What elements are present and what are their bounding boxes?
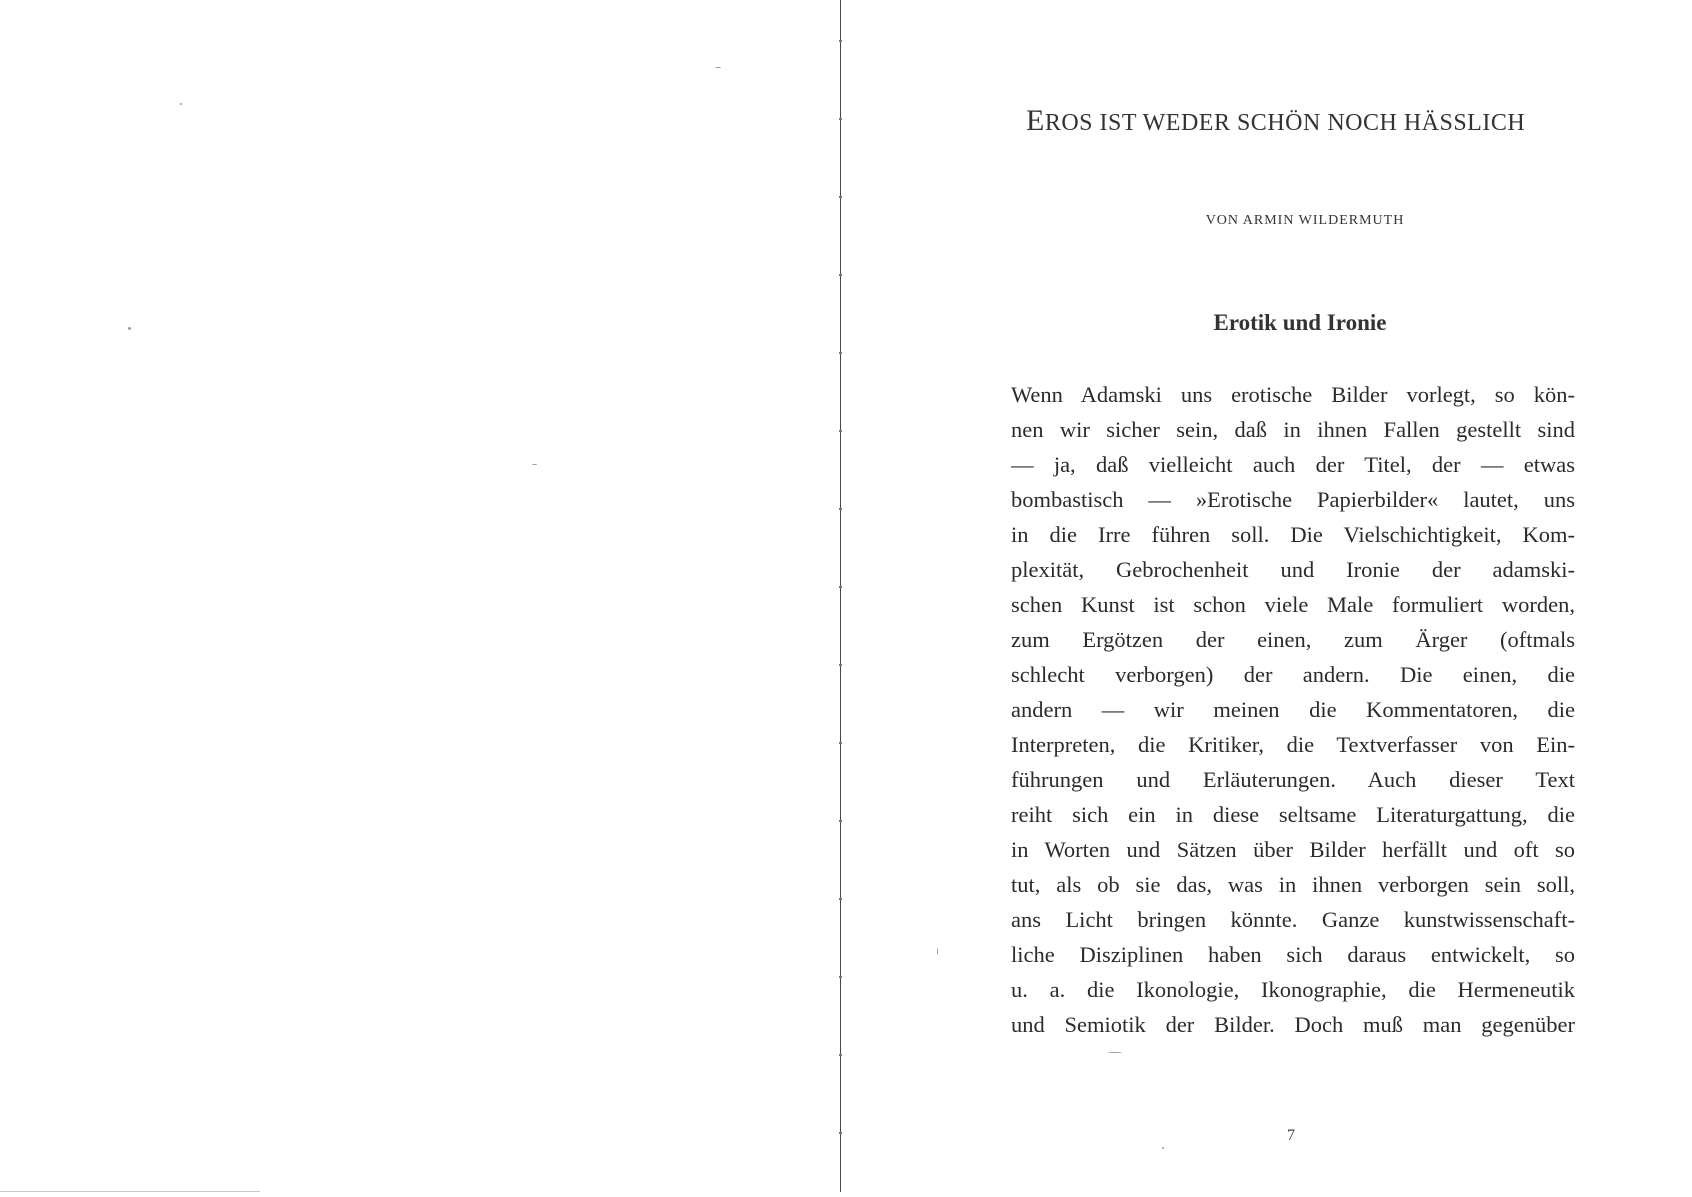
body-line: und Semiotik der Bilder. Doch muß man gegenüber	[1011, 1012, 1575, 1037]
body-line: plexität, Gebrochenheit und Ironie der adamski-	[1011, 557, 1575, 582]
paper-speck	[532, 464, 537, 465]
chapter-title-rest: ROS IST WEDER SCHÖN NOCH HÄSSLICH	[1044, 110, 1526, 136]
paper-speck	[180, 103, 182, 105]
body-paragraph	[1011, 377, 1575, 1042]
author-byline: VON ARMIN WILDERMUTH	[1205, 213, 1405, 228]
body-line: zum Ergötzen der einen, zum Ärger (oftmals	[1011, 627, 1575, 652]
binding-stitch	[839, 430, 842, 432]
binding-stitch	[839, 40, 842, 42]
body-line: tut, als ob sie das, was in ihnen verborgen sein soll,	[1011, 872, 1575, 897]
body-line: führungen und Erläuterungen. Auch dieser Text	[1011, 767, 1575, 792]
paper-speck	[1108, 1052, 1122, 1053]
binding-stitch	[839, 118, 842, 120]
body-line: bombastisch — »Erotische Papierbilder« lautet, uns	[1011, 487, 1575, 512]
paper-speck	[715, 67, 721, 68]
body-line: Interpreten, die Kritiker, die Textverfasser von Ein-	[1011, 732, 1575, 757]
body-line: in die Irre führen soll. Die Vielschichtigkeit, Kom-	[1011, 522, 1575, 547]
body-line: schlecht verborgen) der andern. Die einen, die	[1011, 662, 1575, 687]
body-line: Wenn Adamski uns erotische Bilder vorlegt, so kön-	[1011, 382, 1575, 407]
body-line: nen wir sicher sein, daß in ihnen Fallen gestellt sind	[1011, 417, 1575, 442]
page-number: 7	[1287, 1127, 1295, 1144]
binding-stitch	[839, 1132, 842, 1134]
binding-stitch	[839, 1054, 842, 1056]
gutter-fold-line	[840, 0, 841, 1192]
binding-stitch	[839, 898, 842, 900]
scan-edge-rule	[0, 1191, 260, 1192]
binding-stitch	[839, 352, 842, 354]
body-line: — ja, daß vielleicht auch der Titel, der — etwas	[1011, 452, 1575, 477]
paper-speck	[1162, 1147, 1164, 1149]
binding-stitch	[839, 196, 842, 198]
binding-stitch	[839, 664, 842, 666]
binding-stitch	[839, 820, 842, 822]
paper-speck	[937, 948, 938, 955]
body-line: ans Licht bringen könnte. Ganze kunstwissenschaft-	[1011, 907, 1575, 932]
binding-stitch	[839, 508, 842, 510]
binding-stitch	[839, 586, 842, 588]
chapter-title-initial: E	[1026, 104, 1045, 137]
binding-stitch	[839, 742, 842, 744]
paper-speck	[128, 327, 131, 330]
body-line: u. a. die Ikonologie, Ikonographie, die Hermeneutik	[1011, 977, 1575, 1002]
body-line: reiht sich ein in diese seltsame Literaturgattung, die	[1011, 802, 1575, 827]
book-gutter	[839, 0, 842, 1197]
binding-stitch	[839, 274, 842, 276]
left-page-blank	[0, 0, 838, 1197]
body-line: in Worten und Sätzen über Bilder herfällt und oft so	[1011, 837, 1575, 862]
body-line: liche Disziplinen haben sich daraus entwickelt, so	[1011, 942, 1575, 967]
body-line: andern — wir meinen die Kommentatoren, die	[1011, 697, 1575, 722]
binding-stitch	[839, 976, 842, 978]
chapter-title	[1026, 104, 1566, 138]
body-line: schen Kunst ist schon viele Male formuliert worden,	[1011, 592, 1575, 617]
section-heading: Erotik und Ironie	[1213, 310, 1387, 335]
